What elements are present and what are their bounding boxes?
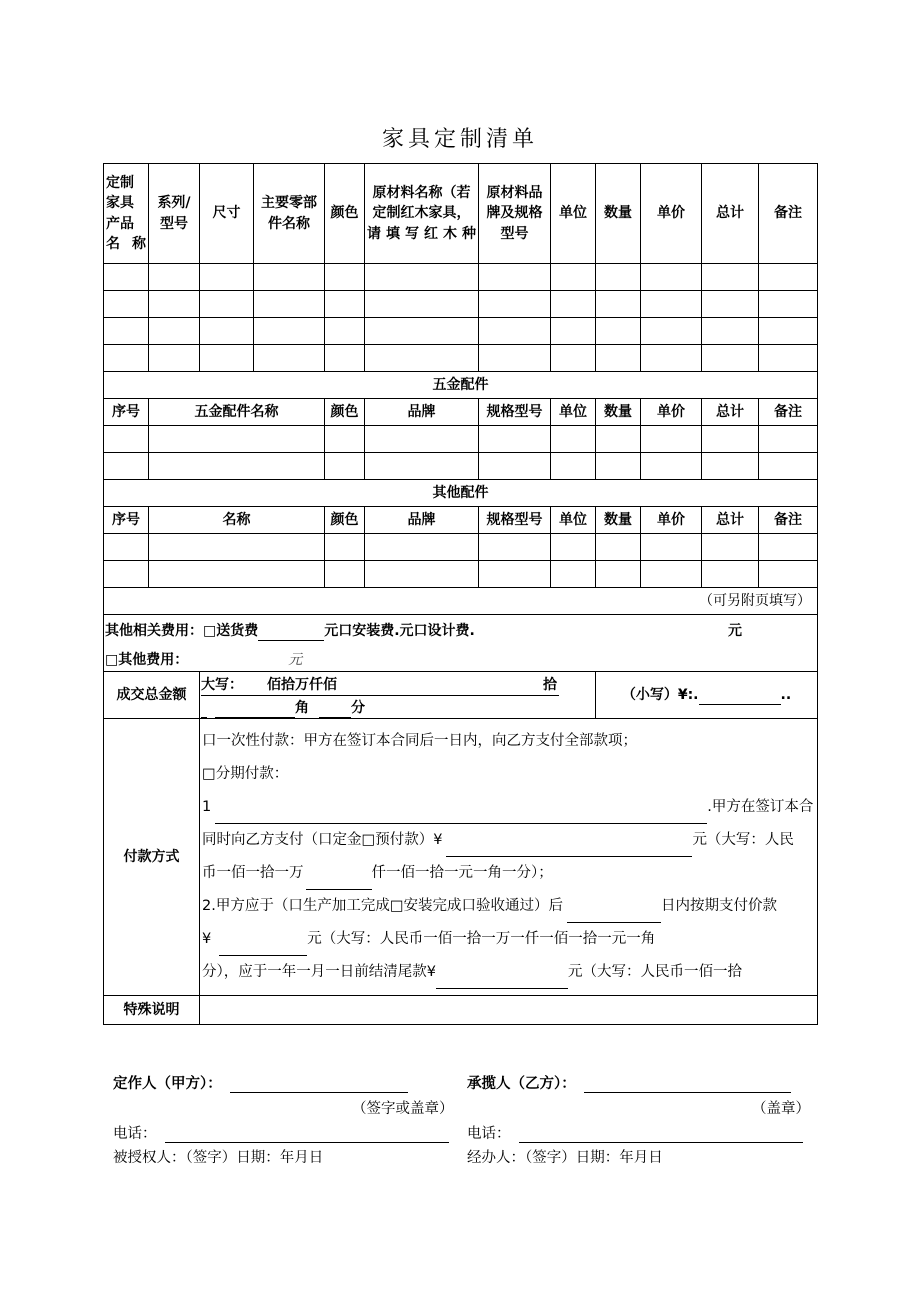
op-header-unit-price: 单价 xyxy=(641,507,702,534)
daxie-fen: 分 xyxy=(351,700,365,716)
op-header-total: 总计 xyxy=(702,507,759,534)
col-header-material-brand: 原材料品牌及规格型号 xyxy=(479,164,551,264)
party-a-signature-input[interactable] xyxy=(230,1092,408,1093)
payment-deposit-daxie-tail: 仟一佰一拾一元一角一分）； xyxy=(371,865,553,881)
furniture-header-row xyxy=(104,164,818,264)
payment-item-2-tail: 日内按期支付价款 xyxy=(661,898,778,914)
jiao-input[interactable] xyxy=(215,717,295,718)
hw-header-spec: 规格型号 xyxy=(479,399,551,426)
payment-cell xyxy=(200,719,818,996)
payment-balance-tail: 元（大写：人民币一佰一拾 xyxy=(567,964,742,980)
phone-a-label: 电话： xyxy=(113,1126,157,1142)
payment-deposit-text: 同时向乙方支付（口定金□预付款）¥ xyxy=(202,832,443,848)
other-parts-header-row xyxy=(104,507,818,534)
phone-b-input[interactable] xyxy=(519,1142,803,1143)
other-fee-label: □其他费用： xyxy=(105,652,189,668)
party-a-label: 定作人（甲方）： xyxy=(113,1076,222,1092)
payment-item-1-tail: .甲方在签订本合 xyxy=(707,799,814,815)
col-header-unit: 单位 xyxy=(551,164,596,264)
hardware-header-row xyxy=(104,399,818,426)
phone-a-input[interactable] xyxy=(165,1142,449,1143)
handler-b: 经办人：（签字）日期：年月日 xyxy=(467,1150,663,1166)
op-header-name: 名称 xyxy=(149,507,325,534)
hw-header-brand: 品牌 xyxy=(365,399,479,426)
op-header-quantity: 数量 xyxy=(596,507,641,534)
special-notes-label: 特殊说明 xyxy=(104,996,200,1025)
phone-b-label: 电话： xyxy=(467,1126,511,1142)
xiaoxie-input[interactable] xyxy=(699,704,781,705)
col-header-material: 原材料名称（若定制红木家具，请填写红木种 xyxy=(365,164,479,264)
table-row[interactable] xyxy=(104,318,818,345)
op-header-color: 颜色 xyxy=(325,507,365,534)
payment-deposit-daxie: 币一佰一拾一万 xyxy=(202,865,304,881)
payment-installment: □分期付款： xyxy=(202,766,289,782)
total-amount-label: 成交总金额 xyxy=(104,672,200,719)
daxie-shi: 拾 xyxy=(543,677,557,693)
payment-deposit-tail: 元（大写：人民 xyxy=(692,832,794,848)
col-header-main-parts: 主要零部件名称 xyxy=(254,164,325,264)
party-b-note: （盖章） xyxy=(752,1101,810,1117)
party-b-signature-input[interactable] xyxy=(584,1092,791,1093)
daxie-jiao: 角 xyxy=(295,700,309,716)
other-parts-section-title: 其他配件 xyxy=(104,480,818,507)
delivery-fee-label: 其他相关费用：□送货费 xyxy=(105,623,259,639)
hw-header-remarks: 备注 xyxy=(759,399,818,426)
page-title: 家具定制清单 xyxy=(381,127,538,152)
op-header-spec: 规格型号 xyxy=(479,507,551,534)
xiaoxie-label: （小写）¥:. xyxy=(621,686,699,703)
payment-item-2: 2.甲方应于（口生产加工完成□安装完成口验收通过）后 xyxy=(202,898,564,914)
payment-item-1: 1 xyxy=(202,799,212,815)
payment-amount-prefix: ¥ xyxy=(202,931,212,947)
install-design-fee-label: 元口安装费.元口设计费. xyxy=(324,623,475,639)
hw-header-index: 序号 xyxy=(104,399,149,426)
table-row[interactable] xyxy=(104,291,818,318)
table-row[interactable] xyxy=(104,426,818,453)
col-header-color: 颜色 xyxy=(325,164,365,264)
xiaoxie-end: .. xyxy=(780,686,792,703)
hw-header-unit: 单位 xyxy=(551,399,596,426)
op-header-remarks: 备注 xyxy=(759,507,818,534)
fees-unit: 元 xyxy=(728,623,742,639)
other-fee-unit: 元 xyxy=(288,652,303,668)
hw-header-unit-price: 单价 xyxy=(641,399,702,426)
total-daxie-cell xyxy=(200,672,596,719)
col-header-quantity: 数量 xyxy=(596,164,641,264)
fen-input[interactable] xyxy=(319,717,351,718)
party-b-label: 承揽人（乙方）： xyxy=(467,1076,576,1092)
op-header-unit: 单位 xyxy=(551,507,596,534)
balance-amount-input[interactable] xyxy=(436,988,568,989)
payment-balance-text: 分），应于一年一月一日前结清尾款¥ xyxy=(202,964,436,980)
table-row[interactable] xyxy=(104,264,818,291)
col-header-total: 总计 xyxy=(702,164,759,264)
payment-label: 付款方式 xyxy=(104,719,200,996)
daxie-units: 佰拾万仟佰 xyxy=(267,677,337,693)
hw-header-name: 五金配件名称 xyxy=(149,399,325,426)
daxie-label: 大写： xyxy=(201,677,243,693)
op-header-index: 序号 xyxy=(104,507,149,534)
payment-amount-daxie: 元（大写：人民币一佰一拾一万一仟一佰一拾一元一角 xyxy=(307,931,656,947)
hw-header-color: 颜色 xyxy=(325,399,365,426)
table-row[interactable] xyxy=(104,561,818,588)
col-header-unit-price: 单价 xyxy=(641,164,702,264)
payment-lump-sum: 口一次性付款：甲方在签订本合同后一日内，向乙方支付全部款项； xyxy=(202,733,637,749)
authorized-person-a: 被授权人：（签字）日期：年月日 xyxy=(113,1150,324,1166)
col-header-product-name: 定制家具产品名称 xyxy=(104,164,149,264)
table-row[interactable] xyxy=(104,453,818,480)
col-header-remarks: 备注 xyxy=(759,164,818,264)
table-row[interactable] xyxy=(104,345,818,372)
total-xiaoxie-cell xyxy=(596,672,818,719)
col-header-size: 尺寸 xyxy=(200,164,254,264)
hw-header-quantity: 数量 xyxy=(596,399,641,426)
attach-note: （可另附页填写） xyxy=(104,588,818,615)
party-a-note: （签字或盖章） xyxy=(352,1101,454,1117)
col-header-series: 系列/型号 xyxy=(149,164,200,264)
special-notes-input[interactable] xyxy=(200,996,818,1025)
order-form-table xyxy=(103,163,818,1025)
delivery-fee-input[interactable] xyxy=(258,640,324,641)
table-row[interactable] xyxy=(104,534,818,561)
op-header-brand: 品牌 xyxy=(365,507,479,534)
hardware-section-title: 五金配件 xyxy=(104,372,818,399)
other-fees-cell xyxy=(104,615,818,672)
hw-header-total: 总计 xyxy=(702,399,759,426)
